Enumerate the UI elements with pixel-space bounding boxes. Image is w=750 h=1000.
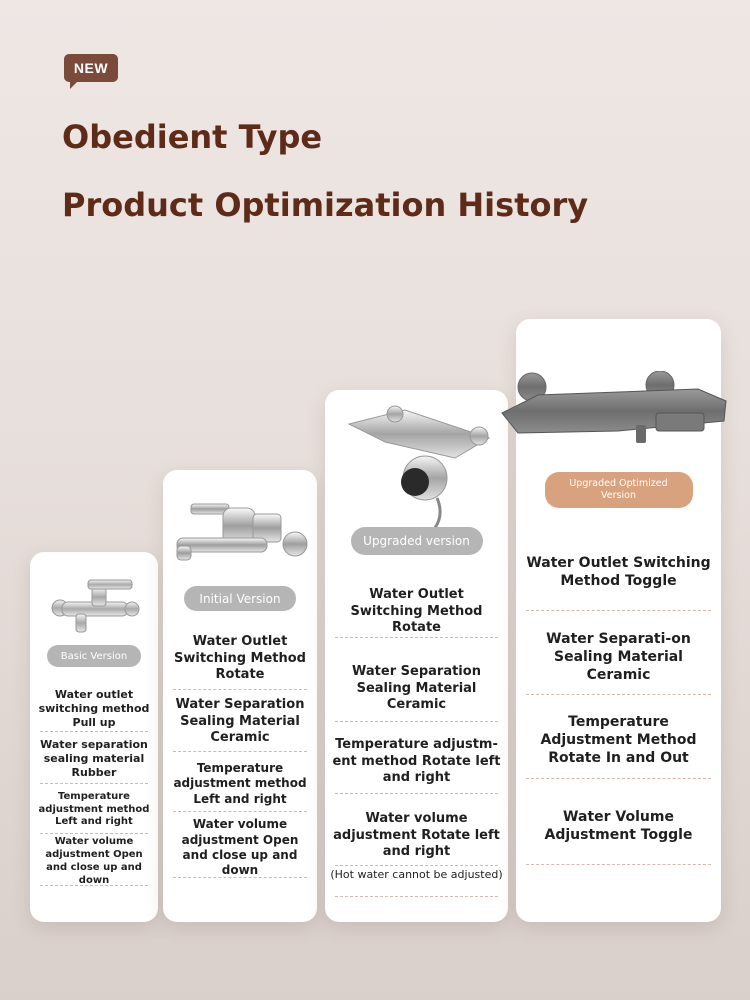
spec-sealing-material: Water separation sealing material Rubber — [36, 734, 152, 784]
upgraded-faucet-image — [345, 398, 495, 528]
spec-sealing-material: Water Separation Sealing Material Ceramic — [331, 656, 502, 722]
spec-temperature-adjustment: Temperature adjustment method Left and right — [36, 786, 152, 834]
spec-temperature-adjustment: Temperature adjustment method Left and right — [169, 756, 311, 812]
spec-outlet-switching: Water Outlet Switching Method Rotate — [331, 586, 502, 638]
optimized-version-label: Upgraded Optimized Version — [545, 472, 693, 508]
spec-divider — [335, 896, 498, 897]
initial-version-card — [163, 470, 317, 922]
new-badge: NEW — [64, 54, 118, 82]
title-line-1: Obedient Type — [62, 118, 323, 156]
spec-sealing-material: Water Separati-on Sealing Material Ceramic — [522, 621, 715, 695]
spec-water-volume: Water volume adjustment Open and close up and down — [169, 818, 311, 878]
hot-water-note: (Hot water cannot be adjusted) — [330, 868, 503, 881]
spec-temperature-adjustment: Temperature adjustm-ent method Rotate left and right — [331, 730, 502, 794]
spec-water-volume: Water volume adjustment Open and close up and down — [36, 838, 152, 886]
title-line-2: Product Optimization History — [62, 186, 589, 224]
basic-version-label: Basic Version — [47, 645, 141, 667]
spec-temperature-adjustment: Temperature Adjustment Method Rotate In and Out — [522, 703, 715, 779]
spec-outlet-switching: Water Outlet Switching Method Rotate — [169, 628, 311, 690]
initial-version-label: Initial Version — [184, 586, 296, 611]
spec-outlet-switching: Water Outlet Switching Method Toggle — [522, 535, 715, 611]
upgraded-version-label: Upgraded version — [351, 527, 483, 555]
optimized-version-card — [516, 319, 721, 922]
upgraded-version-card — [325, 390, 508, 922]
basic-faucet-image — [48, 574, 142, 636]
optimized-faucet-image — [498, 371, 730, 457]
spec-water-volume: Water Volume Adjustment Toggle — [522, 789, 715, 865]
spec-water-volume: Water volume adjustment Rotate left and right — [331, 806, 502, 866]
initial-faucet-image — [173, 498, 309, 570]
spec-outlet-switching: Water outlet switching method Pull up — [36, 686, 152, 732]
spec-sealing-material: Water Separation Sealing Material Ceramic — [169, 692, 311, 752]
basic-version-card — [30, 552, 158, 922]
